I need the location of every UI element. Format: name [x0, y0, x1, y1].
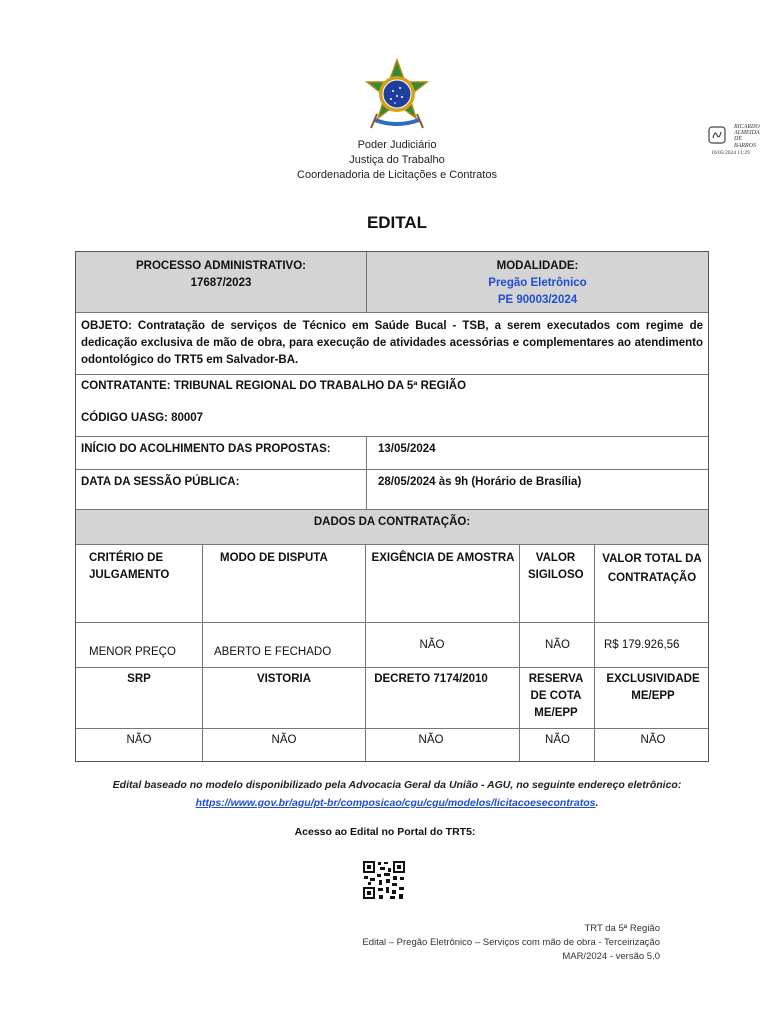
col-divider	[519, 544, 520, 761]
val-decreto: NÃO	[418, 734, 444, 746]
agu-model-note: Edital baseado no modelo disponibilizado pela Advocacia Geral da União - AGU, no seguinte endereço eletrônico: https://www.gov.br/agu/pt-br/composicao/cgu/cgu/modelos/licitacoesecontratos.	[112, 779, 682, 809]
portal-access-label: Acesso ao Edital no Portal do TRT5:	[294, 826, 476, 838]
val-srp: NÃO	[126, 734, 152, 746]
footer-line-region: TRT da 5ª Região	[584, 923, 660, 934]
document-title: EDITAL	[366, 213, 428, 232]
row-divider	[76, 312, 708, 313]
digital-signature-stamp	[708, 124, 768, 158]
col-divider	[365, 544, 366, 761]
col-criterio-header: CRITÉRIO DE JULGAMENTO	[89, 552, 170, 581]
col-exclusividade-header: EXCLUSIVIDADE ME/EPP	[606, 673, 700, 702]
val-amostra: NÃO	[419, 639, 445, 651]
col-divider	[366, 436, 367, 509]
modalidade-code: PE 90003/2024	[497, 294, 578, 306]
inicio-label: INÍCIO DO ACOLHIMENTO DAS PROPOSTAS:	[81, 443, 331, 455]
org-line-labor-justice: Justiça do Trabalho	[349, 154, 445, 166]
val-vistoria: NÃO	[271, 734, 297, 746]
coat-of-arms-icon	[359, 58, 435, 138]
row-divider	[76, 667, 708, 668]
val-exclusividade: NÃO	[640, 734, 666, 746]
row-divider	[76, 436, 708, 437]
dados-header: DADOS DA CONTRATAÇÃO:	[313, 516, 471, 528]
col-decreto-header: DECRETO 7174/2010	[374, 673, 488, 685]
col-sigiloso-header: VALOR SIGILOSO	[528, 552, 584, 581]
val-modo: ABERTO E FECHADO	[214, 646, 332, 658]
modalidade-label: MODALIDADE:	[496, 260, 579, 272]
footer-line-version: MAR/2024 - versão 5.0	[562, 951, 660, 962]
row-divider	[76, 469, 708, 470]
col-divider	[594, 544, 595, 761]
row-divider	[76, 374, 708, 375]
contratante-text: CONTRATANTE: TRIBUNAL REGIONAL DO TRABALHO DA 5ª REGIÃO	[81, 380, 467, 392]
signature-seal-icon	[708, 126, 726, 144]
val-valor-total: R$ 179.926,56	[604, 639, 680, 651]
val-criterio: MENOR PREÇO	[89, 646, 176, 658]
row-divider	[76, 728, 708, 729]
inicio-value: 13/05/2024	[378, 443, 436, 455]
col-vistoria-header: VISTORIA	[256, 673, 312, 685]
val-reserva: NÃO	[545, 734, 570, 746]
val-sigiloso: NÃO	[545, 639, 570, 651]
sessao-label: DATA DA SESSÃO PÚBLICA:	[81, 476, 240, 488]
col-divider	[202, 544, 203, 761]
signer-name: RICARDO ALMEIDA DE BARROS	[734, 124, 760, 149]
qr-code-icon[interactable]	[362, 860, 406, 900]
objeto-text: OBJETO: Contratação de serviços de Técnico em Saúde Bucal - TSB, a serem executados com regime de dedicação exclusiva de mão de obra, para execução de atividades acessórias e complementares ao atendimento odontológico do TRT5 em Salvador-BA.	[81, 320, 703, 366]
processo-value: 17687/2023	[190, 277, 252, 289]
row-divider	[76, 622, 708, 623]
col-divider	[366, 252, 367, 312]
col-modo-header: MODO DE DISPUTA	[220, 552, 328, 564]
signature-date: 10/05/2024 11:29	[711, 150, 750, 156]
col-reserva-header: RESERVA DE COTA ME/EPP	[528, 673, 584, 719]
footer-line-description: Edital – Pregão Eletrônico – Serviços com mão de obra - Terceirização	[362, 937, 660, 948]
processo-label: PROCESSO ADMINISTRATIVO:	[136, 260, 306, 272]
org-line-judiciary: Poder Judiciário	[357, 139, 437, 151]
col-srp-header: SRP	[127, 673, 151, 685]
row-divider	[76, 544, 708, 545]
agu-model-link[interactable]: https://www.gov.br/agu/pt-br/composicao/cgu/cgu/modelos/licitacoesecontratos	[195, 797, 596, 809]
edital-summary-table	[75, 251, 709, 762]
row-divider	[76, 509, 708, 510]
org-line-coordination: Coordenadoria de Licitações e Contratos	[297, 169, 497, 181]
sessao-value: 28/05/2024 às 9h (Horário de Brasília)	[378, 476, 582, 488]
modalidade-value: Pregão Eletrônico	[488, 277, 587, 289]
col-amostra-header: EXIGÊNCIA DE AMOSTRA	[371, 552, 515, 564]
uasg-code: CÓDIGO UASG: 80007	[81, 412, 204, 424]
col-valor-total-header: VALOR TOTAL DA CONTRATAÇÃO	[602, 553, 702, 584]
